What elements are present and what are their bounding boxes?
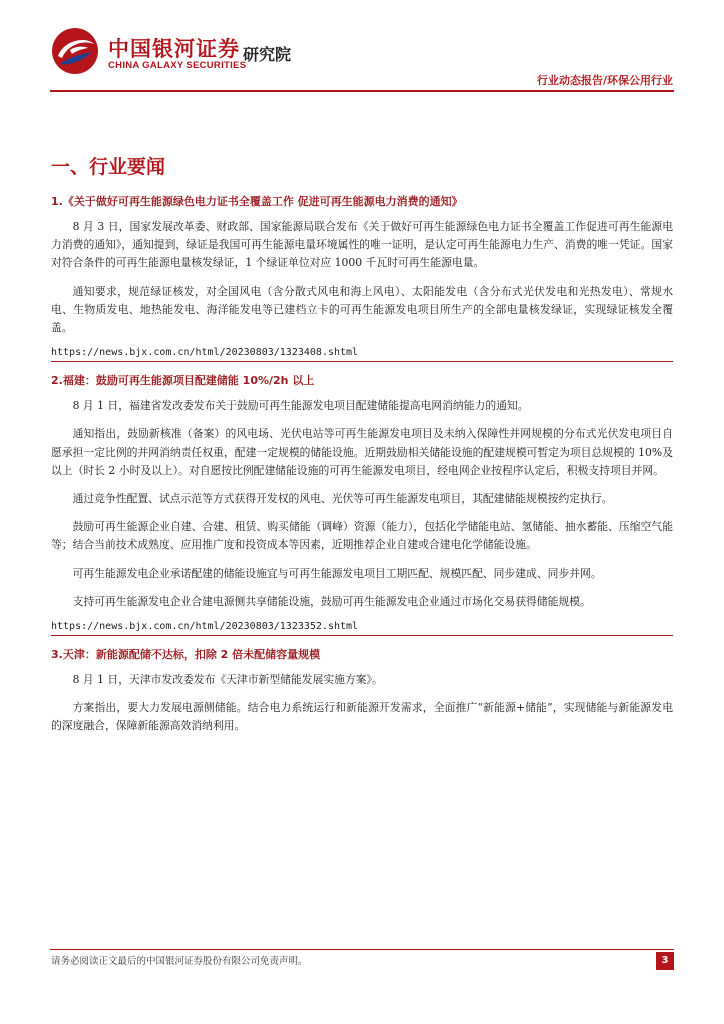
news-paragraph: 通知指出，鼓励新核准（备案）的风电场、光伏电站等可再生能源发电项目及未纳入保障性并网规模的分布式光伏发电项目自愿承担一定比例的并网消纳责任权重，配建一定规模的储能设施。近期鼓励相关储能设施的配建规模可暂定为项目总规模的 10%及以上（时长 2 小时及以上）。对自愿按比例配建储能设施的可再生能源发电项目，经电网企业按程序认定后，积极支持项目并网。 xyxy=(51,427,673,477)
source-link[interactable]: https://news.bjx.com.cn/html/20230803/1323352.shtml xyxy=(51,621,359,633)
institute-label: 研究院 xyxy=(243,45,292,64)
news-paragraph: 通知要求，规范绿证核发，对全国风电（含分散式风电和海上风电）、太阳能发电（含分布式光伏发电和光热发电）、常规水电、生物质发电、地热能发电、海洋能发电等已建档立卡的可再生能源发电项目所生产的全部电量核发绿证，实现绿证核发全覆盖。 xyxy=(51,284,673,335)
disclaimer-note: 请务必阅读正文最后的中国银河证券股份有限公司免责声明。 xyxy=(51,956,308,967)
header-divider xyxy=(50,90,674,92)
main-content xyxy=(51,152,673,746)
news-title: 1.《关于做好可再生能源绿色电力证书全覆盖工作 促进可再生能源电力消费的通知》 xyxy=(51,195,463,208)
news-paragraph: 方案指出，要大力发展电源侧储能。结合电力系统运行和新能源开发需求，全面推广“新能源+储能”，实现储能与新能源发电的深度融合，保障新能源高效消纳利用。 xyxy=(51,701,673,733)
report-type-label: 行业动态报告/环保公用行业 xyxy=(536,74,673,87)
galaxy-logo-icon xyxy=(50,26,100,76)
news-paragraph: 8 月 3 日，国家发展改革委、财政部、国家能源局联合发布《关于做好可再生能源绿色电力证书全覆盖工作促进可再生能源电力消费的通知》，通知提到，绿证是我国可再生能源电量环境属性的唯一证明，是认定可再生能源电力生产、消费的唯一凭证。国家对符合条件的可再生能源电量核发绿证，1 个绿证单位对应 1000 千瓦时可再生能源电量。 xyxy=(51,220,673,270)
news-paragraph: 8 月 1 日，天津市发改委发布《天津市新型储能发展实施方案》。 xyxy=(72,673,383,687)
page-number: 3 xyxy=(656,952,674,970)
news-paragraph: 8 月 1 日，福建省发改委发布关于鼓励可再生能源发电项目配建储能提高电网消纳能力的通知。 xyxy=(72,399,529,413)
source-link[interactable]: https://news.bjx.com.cn/html/20230803/1323408.shtml xyxy=(51,347,359,359)
link-divider xyxy=(51,635,673,636)
page-header xyxy=(0,0,724,92)
footer-divider xyxy=(50,949,674,950)
news-paragraph: 支持可再生能源发电企业合建电源侧共享储能设施，鼓励可再生能源发电企业通过市场化交易获得储能规模。 xyxy=(72,594,591,608)
news-paragraph: 通过竞争性配置、试点示范等方式获得开发权的风电、光伏等可再生能源发电项目，其配建储能规模按约定执行。 xyxy=(72,492,613,506)
news-title: 3.天津：新能源配储不达标，扣除 2 倍未配储容量规模 xyxy=(51,648,321,662)
section-title: 一、行业要闻 xyxy=(51,156,166,178)
news-item xyxy=(51,646,673,736)
news-title: 2.福建：鼓励可再生能源项目配建储能 10%/2h 以上 xyxy=(51,374,315,388)
link-divider xyxy=(51,361,673,362)
news-item xyxy=(51,372,673,636)
brand-name-cn: 中国银河证券 xyxy=(108,37,240,61)
brand-name-en: CHINA GALAXY SECURITIES xyxy=(108,60,247,71)
news-paragraph: 可再生能源发电企业承诺配建的储能设施宜与可再生能源发电项目工期匹配、规模匹配、同步建成、同步并网。 xyxy=(72,566,602,580)
news-item xyxy=(51,193,673,362)
news-paragraph: 鼓励可再生能源企业自建、合建、租赁、购买储能（调峰）资源（能力），包括化学储能电站、氢储能、抽水蓄能、压缩空气能等；结合当前技术成熟度、应用推广度和投资成本等因素，近期推荐企业自建或合建电化学储能设施。 xyxy=(51,520,673,552)
